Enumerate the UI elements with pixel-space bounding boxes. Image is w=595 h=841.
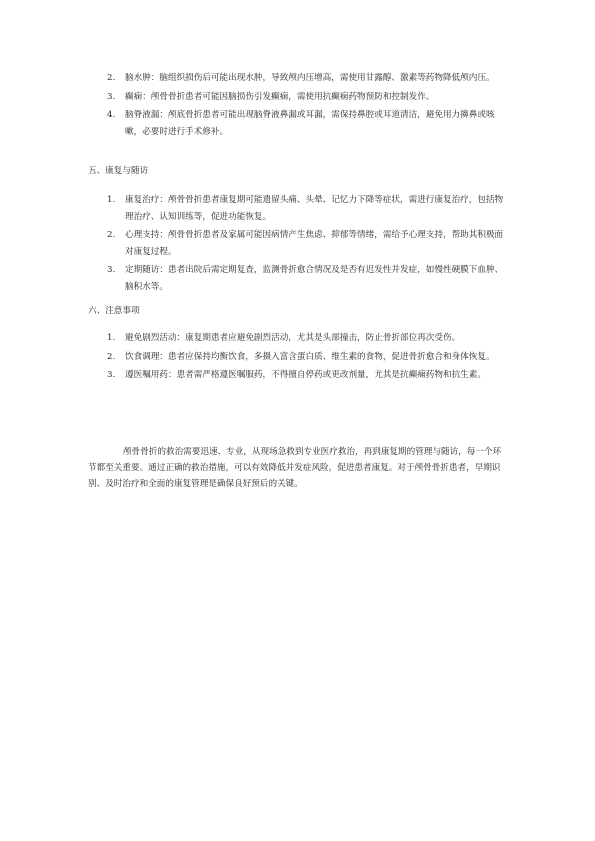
list-item bbox=[107, 192, 507, 225]
list-item-number: 3. bbox=[107, 370, 116, 380]
list-item-text: 避免剧烈活动：康复期患者应避免剧烈活动，尤其是头部撞击，防止骨折部位再次受伤。 bbox=[125, 333, 461, 343]
list-item bbox=[107, 330, 507, 347]
closing-paragraph: 颅骨骨折的救治需要迅速、专业，从现场急救到专业医疗救治，再到康复期的管理与随访，每一个环节都至关重要。通过正确的救治措施，可以有效降低并发症风险，促进患者康复。对于颅骨骨折患者，早期识别、及时治疗和全面的康复管理是确保良好预后的关键。 bbox=[88, 446, 502, 489]
list-item bbox=[107, 89, 507, 106]
section-heading-precautions: 六、注意事项 bbox=[88, 306, 140, 316]
list-item bbox=[107, 227, 507, 260]
list-item-text: 饮食调理：患者应保持均衡饮食，多摄入富含蛋白质、维生素的食物，促进骨折愈合和身体恢复。 bbox=[125, 351, 495, 362]
list-item-text: 定期随访：患者出院后需定期复查，监测骨折愈合情况及是否有迟发性并发症，如慢性硬膜下血肿、脑积水等。 bbox=[125, 265, 504, 292]
precautions-list bbox=[107, 330, 507, 386]
list-item-number: 2. bbox=[107, 73, 116, 83]
list-item-number: 2. bbox=[107, 230, 116, 240]
list-item bbox=[107, 349, 507, 366]
complication-list bbox=[107, 70, 507, 142]
list-item-number: 3. bbox=[107, 265, 116, 275]
list-item bbox=[107, 70, 507, 87]
list-item-text: 遵医嘱用药：患者需严格遵医嘱服药，不得擅自停药或更改剂量，尤其是抗癫痫药物和抗生素。 bbox=[125, 370, 486, 380]
list-item-text: 癫痫：颅骨骨折患者可能因脑损伤引发癫痫，需使用抗癫痫药物预防和控制发作。 bbox=[125, 91, 435, 102]
list-item-text: 心理支持：颅骨骨折患者及家属可能因病情产生焦虑、抑郁等情绪，需给予心理支持，帮助其积极面对康复过程。 bbox=[125, 230, 504, 257]
list-item-number: 2. bbox=[107, 351, 116, 362]
section-heading-rehab: 五、康复与随访 bbox=[88, 166, 149, 176]
list-item-text: 脑水肿：脑组织损伤后可能出现水肿，导致颅内压增高，需使用甘露醇、激素等药物降低颅内压。 bbox=[125, 73, 495, 83]
list-item bbox=[107, 367, 507, 384]
list-item-text: 脑脊液漏：颅底骨折患者可能出现脑脊液鼻漏或耳漏，需保持鼻腔或耳道清洁，避免用力擤鼻或咳嗽，必要时进行手术修补。 bbox=[125, 110, 495, 137]
list-item bbox=[107, 107, 507, 140]
list-item-number: 1. bbox=[107, 333, 116, 343]
list-item-number: 3. bbox=[107, 91, 116, 102]
list-item-text: 康复治疗：颅骨骨折患者康复期可能遗留头痛、头晕、记忆力下降等症状，需进行康复治疗，包括物理治疗、认知训练等，促进功能恢复。 bbox=[125, 195, 504, 222]
list-item-number: 1. bbox=[107, 195, 116, 205]
list-item-number: 4. bbox=[107, 110, 116, 120]
list-item bbox=[107, 262, 507, 295]
rehab-list bbox=[107, 192, 507, 297]
